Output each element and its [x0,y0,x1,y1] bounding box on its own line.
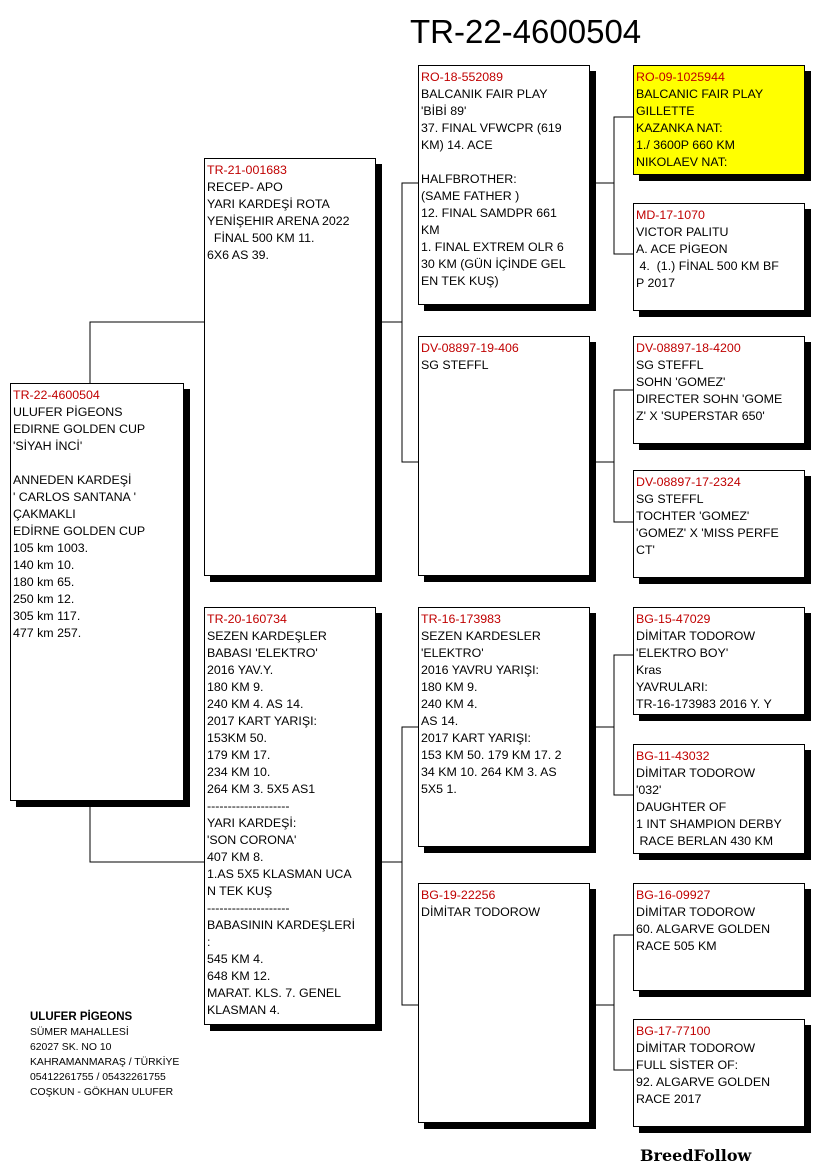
breedfollow-logo: BreedFollow [640,1146,752,1165]
great-grandmother-ff-details: VICTOR PALITU A. ACE PİGEON 4. (1.) FİNAL 500 KM BF P 2017 [636,225,779,290]
maternal-grandmother-ring-number: BG-19-22256 [421,888,496,902]
paternal-grandmother-box [418,336,590,576]
maternal-grandfather-details: SEZEN KARDESLER 'ELEKTRO' 2016 YAVRU YARIŞI: 180 KM 9. 240 KM 4. AS 14. 2017 KART YARIŞI: 153 KM 50. 179 KM 17. 2 34 KM 10. 264 KM 3. AS 5X5 1. [421,629,562,796]
great-grandfather-mf-box [633,607,805,715]
great-grandfather-fm-box [633,336,805,444]
mother-details: SEZEN KARDEŞLER BABASI 'ELEKTRO' 2016 YAV.Y. 180 KM 9. 240 KM 4. AS 14. 2017 KART YARIŞI: 153KM 50. 179 KM 17. 234 KM 10. 264 KM 3. 5X5 AS1 -------------------- YARI KARDEŞİ: 'SON CORONA' 407 KM 8. 1.AS 5X5 KLASMAN UCA N TEK KUŞ -------------------- BABASININ KARDEŞLERİ : 545 KM 4. 648 KM 12. MARAT. KLS. 7. GENEL KLASMAN 4. [207,629,356,1017]
great-grandfather-ff-ring-number: RO-09-1025944 [636,70,725,84]
paternal-grandmother-ring-number: DV-08897-19-406 [421,341,519,355]
great-grandfather-fm-ring-number: DV-08897-18-4200 [636,341,741,355]
great-grandfather-ff-details: BALCANIC FAIR PLAY GILLETTE KAZANKA NAT: 1./ 3600P 660 KM NIKOLAEV NAT: [636,87,764,169]
great-grandfather-mm-details: DİMİTAR TODOROW 60. ALGARVE GOLDEN RACE 505 KM [636,905,771,953]
maternal-grandfather-ring-number: TR-16-173983 [421,612,501,626]
paternal-grandfather-ring-number: RO-18-552089 [421,70,503,84]
great-grandmother-mf-ring-number: BG-11-43032 [636,749,710,763]
great-grandmother-fm-box [633,470,805,578]
mother-pigeon-box [204,607,376,1025]
subject-ring-number: TR-22-4600504 [13,388,100,402]
breeder-info [30,1010,179,1100]
father-pigeon-box [204,158,376,576]
great-grandfather-fm-details: SG STEFFL SOHN 'GOMEZ' DIRECTER SOHN 'GOME Z' X 'SUPERSTAR 650' [636,358,783,423]
breeder-address-line: 05412261755 / 05432261755 [30,1072,166,1083]
breeder-name: ULUFER PİGEONS [30,1011,133,1023]
great-grandfather-ff-box [633,65,805,175]
great-grandmother-mm-box [633,1019,805,1127]
subject-details: ULUFER PİGEONS EDIRNE GOLDEN CUP 'SİYAH İNCİ' ANNEDEN KARDEŞİ ' CARLOS SANTANA ' ÇAKMAKLI EDİRNE GOLDEN CUP 105 km 1003. 140 km 10. 180 km 65. 250 km 12. 305 km 117. 477 km 257. [13,405,146,640]
breeder-address-lines [30,1025,179,1100]
maternal-grandmother-box [418,883,590,1123]
maternal-grandmother-details: DİMİTAR TODOROW [421,905,541,919]
breeder-address-line: 62027 SK. NO 10 [30,1042,112,1053]
pedigree-title: TR-22-4600504 [410,13,642,50]
great-grandfather-mm-box [633,883,805,991]
father-ring-number: TR-21-001683 [207,163,287,177]
great-grandmother-mf-box [633,744,805,854]
mother-ring-number: TR-20-160734 [207,612,287,626]
subject-pigeon-box [10,383,184,801]
paternal-grandmother-details: SG STEFFL [421,358,489,372]
breeder-address-line: COŞKUN - GÖKHAN ULUFER [30,1087,174,1098]
great-grandfather-mm-ring-number: BG-16-09927 [636,888,711,902]
great-grandmother-mm-ring-number: BG-17-77100 [636,1024,711,1038]
paternal-grandfather-box [418,65,590,305]
breeder-address-line: SÜMER MAHALLESİ [30,1027,129,1038]
great-grandmother-fm-ring-number: DV-08897-17-2324 [636,475,741,489]
father-details: RECEP- APO YARI KARDEŞİ ROTA YENİŞEHIR ARENA 2022 FİNAL 500 KM 11. 6X6 AS 39. [207,180,350,262]
paternal-grandfather-details: BALCANIK FAIR PLAY 'BİBİ 89' 37. FINAL VFWCPR (619 KM) 14. ACE HALFBROTHER: (SAME FATHER ) 12. FINAL SAMDPR 661 KM 1. FINAL EXTREM OLR 6 30 KM (GÜN İÇİNDE GEL EN TEK KUŞ) [421,87,566,288]
great-grandmother-ff-box [633,203,805,311]
great-grandfather-mf-ring-number: BG-15-47029 [636,612,711,626]
great-grandmother-fm-details: SG STEFFL TOCHTER 'GOMEZ' 'GOMEZ' X 'MISS PERFE CT' [636,492,779,557]
great-grandfather-mf-details: DİMİTAR TODOROW 'ELEKTRO BOY' Kras YAVRULARI: TR-16-173983 2016 Y. Y [636,629,772,711]
breeder-address-line: KAHRAMANMARAŞ / TÜRKİYE [30,1057,180,1068]
great-grandmother-mf-details: DİMİTAR TODOROW '032' DAUGHTER OF 1 INT SHAMPION DERBY RACE BERLAN 430 KM [636,766,782,848]
maternal-grandfather-box [418,607,590,847]
great-grandmother-mm-details: DİMİTAR TODOROW FULL SİSTER OF: 92. ALGARVE GOLDEN RACE 2017 [636,1041,771,1106]
great-grandmother-ff-ring-number: MD-17-1070 [636,208,705,222]
